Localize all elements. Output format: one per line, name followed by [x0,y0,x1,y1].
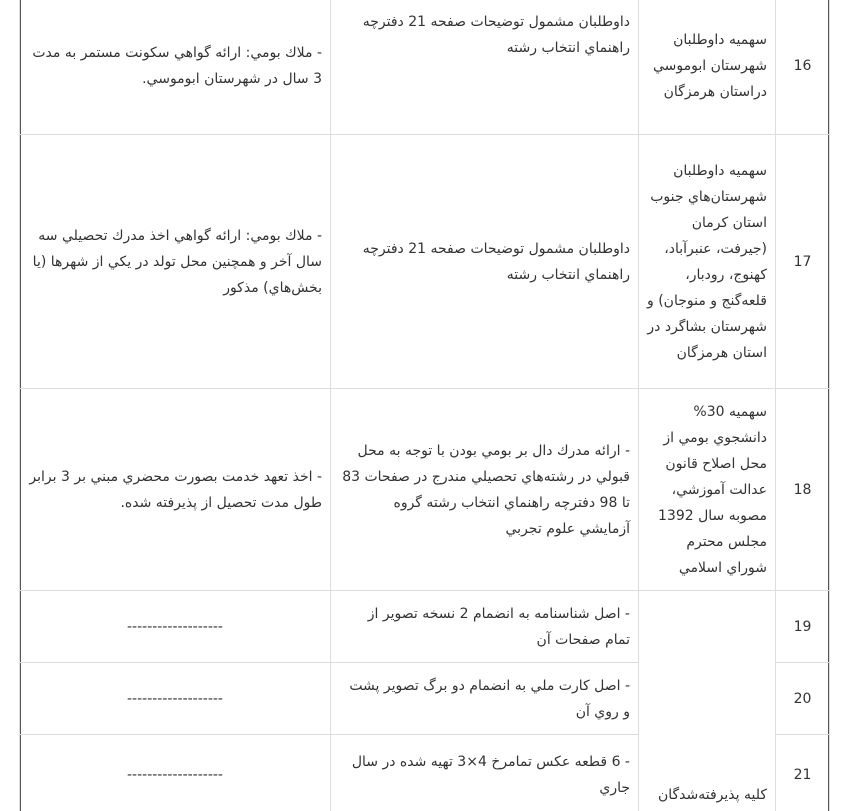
table-row [20,0,830,135]
conditions-cell: ------------------- [20,591,331,663]
required-documents-cell: داوطلبان مشمول توضيحات صفحه 21 دفترچه راهنماي انتخاب رشته [331,135,639,389]
table-row [20,135,830,389]
row-number: 18 [776,389,830,591]
conditions-cell: ------------------- [20,663,331,735]
row-number: 17 [776,135,830,389]
quota-group-cell: سهميه داوطلبان شهرستان ابوموسي دراستان هرمزگان [639,0,776,135]
table-row [20,591,830,663]
conditions-cell: - اخذ تعهد خدمت بصورت محضري مبني بر 3 برابر طول مدت تحصيل از پذيرفته شده. [20,389,331,591]
row-number: 21 [776,735,830,811]
required-documents-cell: - ارائه مدرك دال بر بومي بودن با توجه به محل قبولي در رشته‌هاي تحصيلي مندرج در صفحات 83 تا 98 دفترچه راهنماي انتخاب رشته گروه آزمايشي علوم تجربي [331,389,639,591]
conditions-cell: - ملاك بومي: ارائه گواهي اخذ مدرك تحصيلي سه سال آخر و همچنين محل تولد در يكي از شهرها (يا بخش‌هاي) مذكور [20,135,331,389]
all-admitted-group-cell: كليه پذيرفته‌شدگان [639,591,776,811]
required-documents-cell: - اصل شناسنامه به انضمام 2 نسخه تصوير از تمام صفحات آن [331,591,639,663]
required-documents-cell: - 6 قطعه عكس تمامرخ 4×3 تهيه شده در سال جاري [331,735,639,811]
required-documents-cell: داوطلبان مشمول توضيحات صفحه 21 دفترچه راهنماي انتخاب رشته [331,0,639,135]
required-documents-cell: - اصل كارت ملي به انضمام دو برگ تصوير پشت و روي آن [331,663,639,735]
row-number: 20 [776,663,830,735]
quota-group-cell: سهميه داوطلبان شهرستان‌هاي جنوب استان كرمان (جيرفت، عنبرآباد، كهنوج، رودبار، قلعه‌گنج و منوجان) و شهرستان بشاگرد در استان هرمزگان [639,135,776,389]
requirements-table [19,0,830,811]
conditions-cell: - ملاك بومي: ارائه گواهي سكونت مستمر به مدت 3 سال در شهرستان ابوموسي. [20,0,331,135]
row-number: 16 [776,0,830,135]
table-row [20,389,830,591]
conditions-cell: ------------------- [20,735,331,811]
quota-group-cell: سهميه 30% دانشجوي بومي از محل اصلاح قانون عدالت آموزشي، مصوبه سال 1392 مجلس محترم شوراي اسلامي [639,389,776,591]
row-number: 19 [776,591,830,663]
